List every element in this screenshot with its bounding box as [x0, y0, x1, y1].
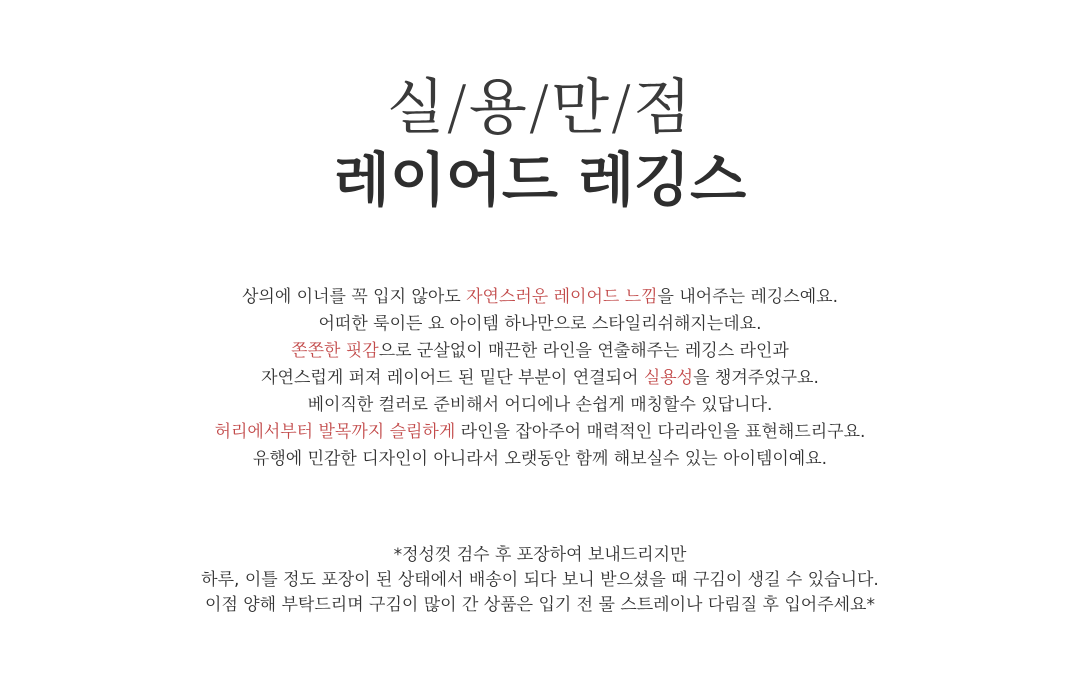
description-line-2 [0, 311, 1080, 338]
description-text: 상의에 이너를 꼭 입지 않아도 [242, 287, 467, 307]
description-text: 으로 군살없이 매끈한 라인을 연출해주는 레깅스 라인과 [378, 341, 789, 361]
description-text: 자연스럽게 퍼져 레이어드 된 밑단 부분이 연결되어 [261, 368, 644, 388]
description-text: 유행에 민감한 디자인이 아니라서 오랫동안 함께 해보실수 있는 아이템이예요. [252, 449, 828, 469]
product-subtitle: 실/용/만/점 [386, 73, 694, 143]
notice-line-2: 하루, 이틀 정도 포장이 된 상태에서 배송이 되다 보니 받으셨을 때 구김이 생길 수 있습니다. [201, 570, 879, 590]
packaging-notice [0, 543, 1080, 618]
description-line-7 [0, 446, 1080, 473]
description-text: 을 챙겨주었구요. [693, 368, 819, 388]
description-line-5 [0, 392, 1080, 419]
description-text: 어떠한 룩이든 요 아이템 하나만으로 스타일리쉬해지는데요. [318, 314, 762, 334]
description-line-6 [0, 419, 1080, 446]
description-line-3 [0, 338, 1080, 365]
product-title: 레이어드 레깅스 [333, 146, 747, 214]
description-highlight: 허리에서부터 발목까지 슬림하게 [214, 422, 456, 442]
notice-line-1: *정성껏 검수 후 포장하여 보내드리지만 [393, 545, 687, 565]
product-description [0, 284, 1080, 473]
description-highlight: 자연스러운 레이어드 느낌 [466, 287, 658, 307]
notice-line-3: 이점 양해 부탁드리며 구김이 많이 간 상품은 입기 전 물 스트레이나 다림질 후 입어주세요* [205, 595, 875, 615]
description-text: 라인을 잡아주어 매력적인 다리라인을 표현해드리구요. [455, 422, 866, 442]
description-highlight: 실용성 [643, 368, 694, 388]
description-line-4 [0, 365, 1080, 392]
description-text: 을 내어주는 레깅스예요. [657, 287, 838, 307]
description-text: 베이직한 컬러로 준비해서 어디에나 손쉽게 매칭할수 있답니다. [307, 395, 773, 415]
description-line-1 [0, 284, 1080, 311]
description-highlight: 쫀쫀한 핏감 [291, 341, 379, 361]
